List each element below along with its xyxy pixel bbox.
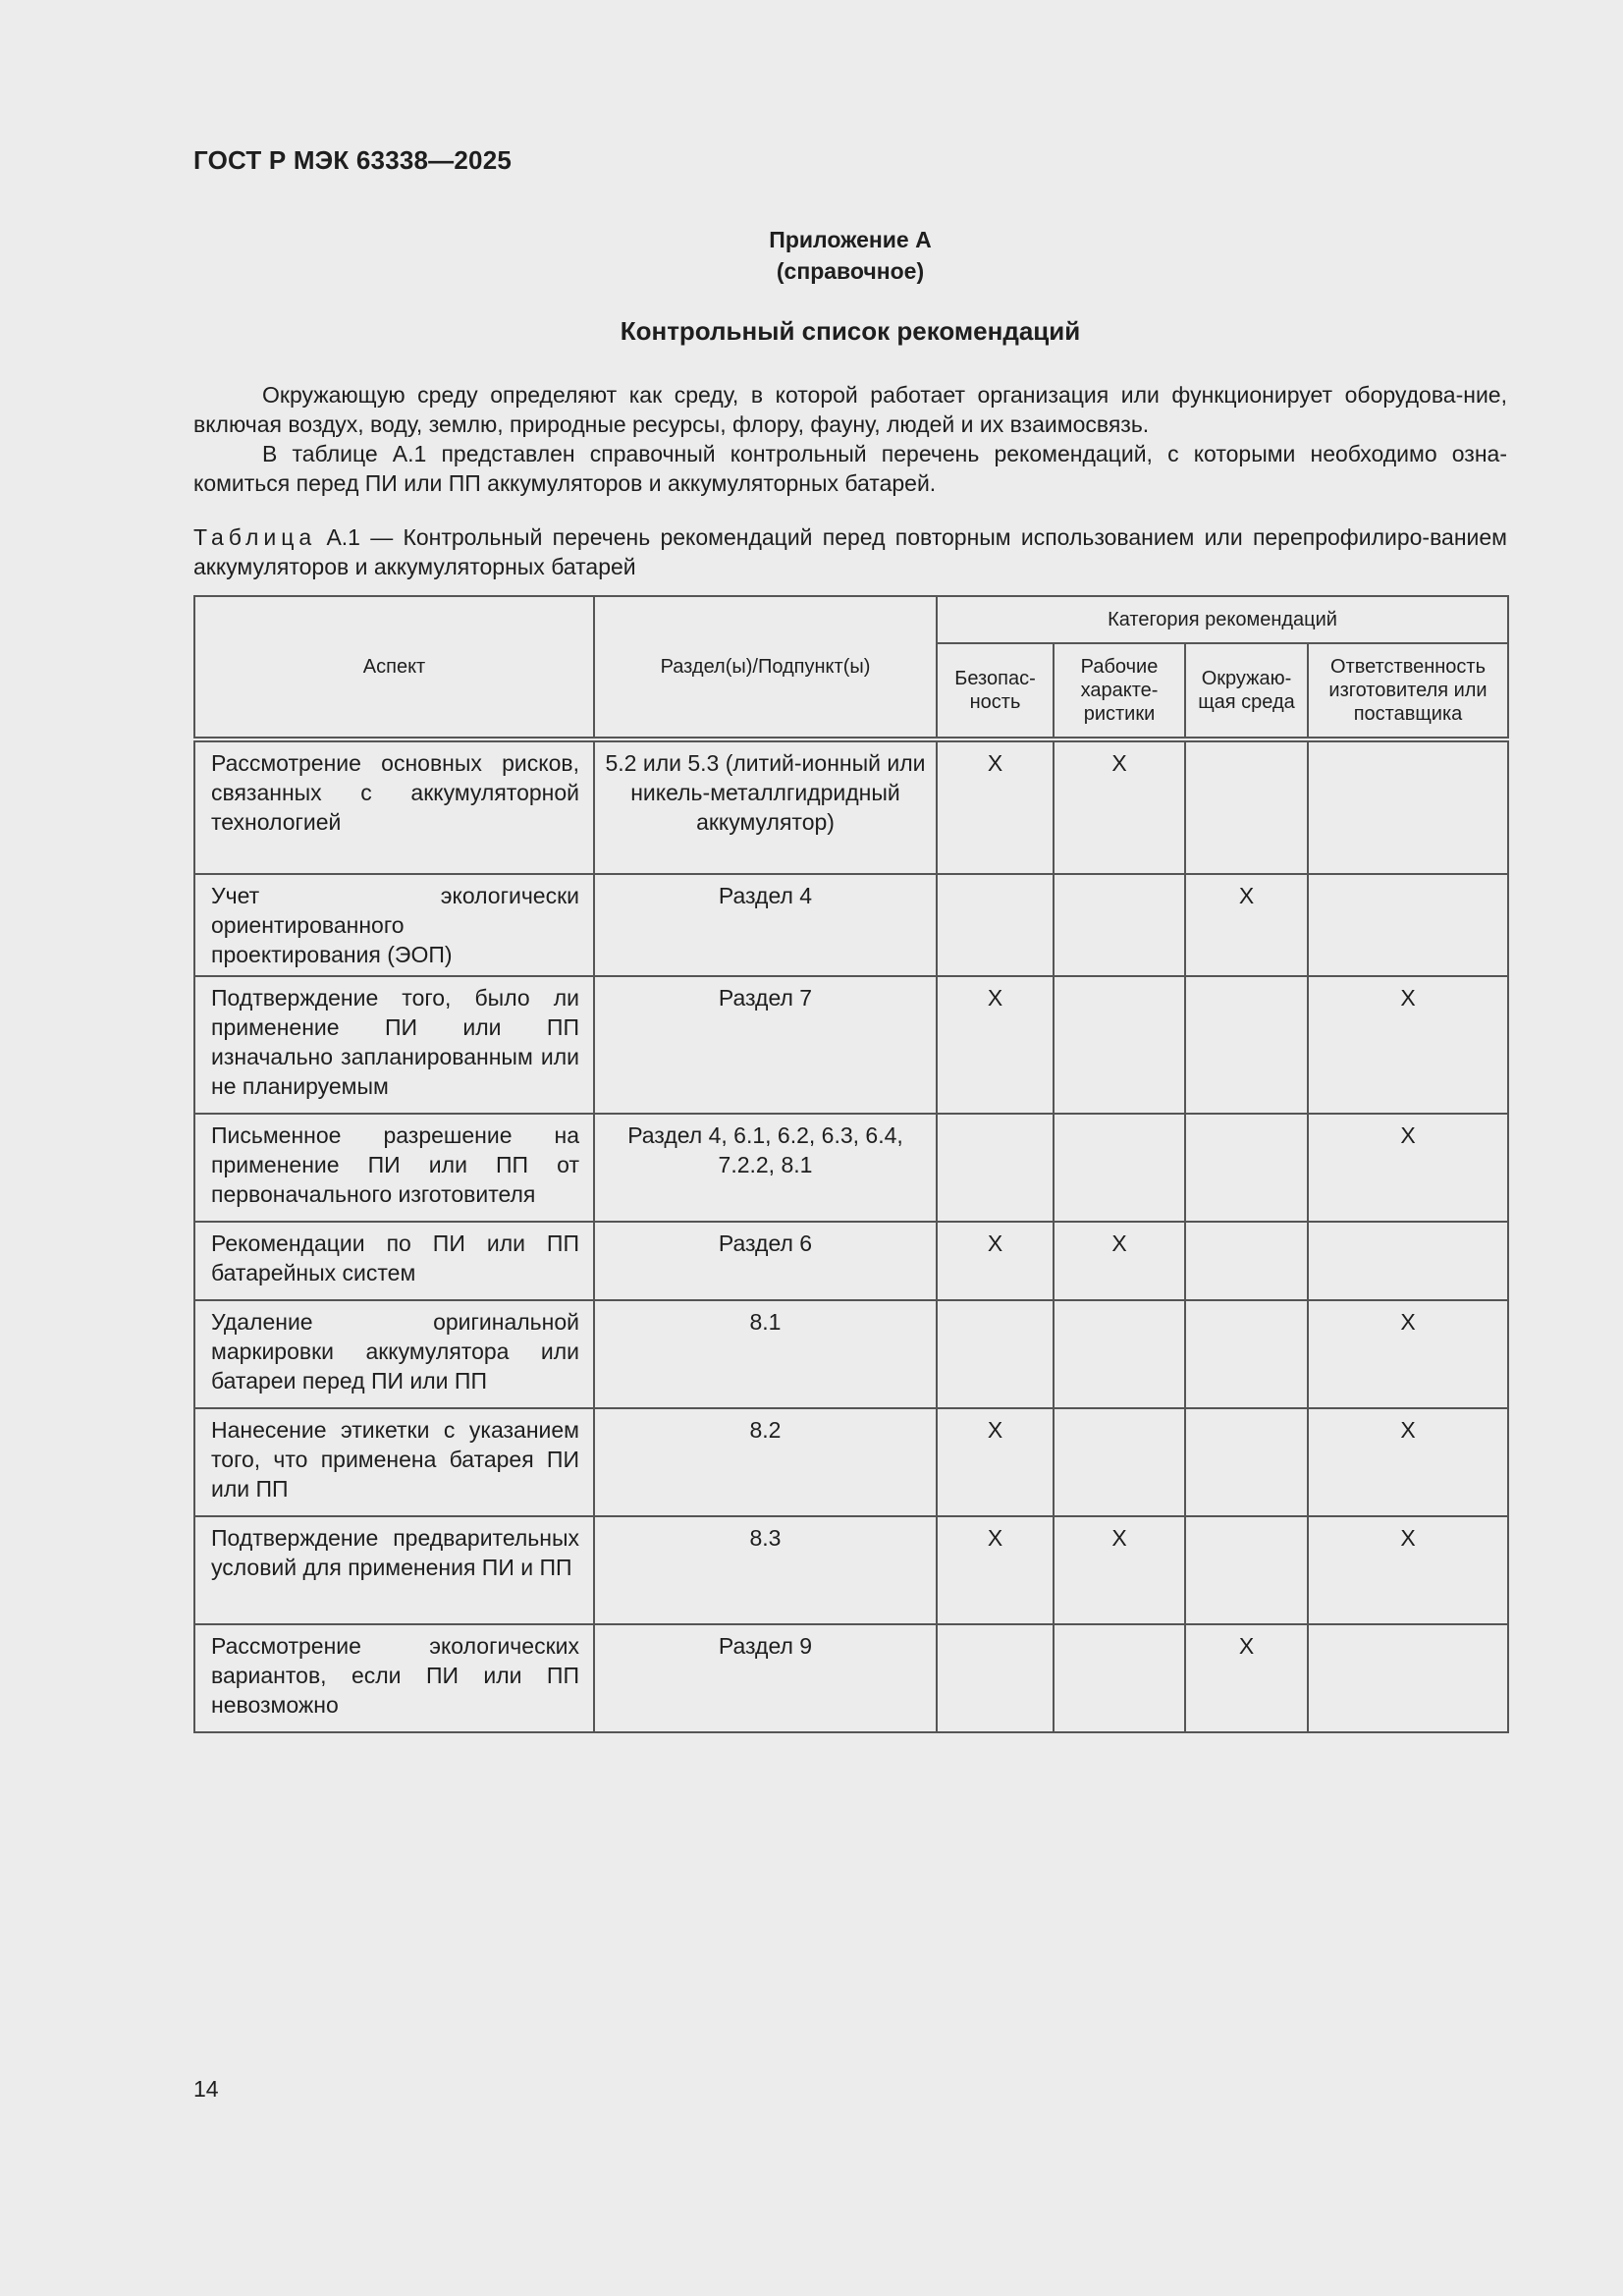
recommendations-table: [193, 595, 1509, 1733]
annex-type: (справочное): [776, 258, 925, 284]
cell-section: Раздел 6: [594, 1222, 937, 1300]
cell-safety: X: [937, 739, 1054, 874]
header-safety: Безопас-ность: [937, 643, 1054, 739]
cell-responsibility: X: [1308, 976, 1508, 1114]
table-row: [194, 976, 1508, 1114]
header-category: Категория рекомендаций: [937, 596, 1508, 643]
cell-responsibility: [1308, 1222, 1508, 1300]
cell-environment: [1185, 1222, 1308, 1300]
cell-responsibility: X: [1308, 1408, 1508, 1516]
document-code: ГОСТ Р МЭК 63338—2025: [193, 145, 513, 175]
cell-performance: [1054, 1114, 1185, 1222]
cell-responsibility: [1308, 874, 1508, 976]
table-row: [194, 1222, 1508, 1300]
cell-safety: X: [937, 976, 1054, 1114]
cell-section: Раздел 4, 6.1, 6.2, 6.3, 6.4, 7.2.2, 8.1: [594, 1114, 937, 1222]
cell-safety: [937, 1624, 1054, 1732]
table-row: [194, 1114, 1508, 1222]
cell-aspect: Удаление оригинальной маркировки аккумулятора или батареи перед ПИ или ПП: [194, 1300, 594, 1408]
table-row: [194, 1516, 1508, 1624]
cell-aspect: Рассмотрение основных рисков, связанных с аккумуляторной технологией: [194, 739, 594, 874]
header-aspect: Аспект: [194, 596, 594, 739]
cell-section: 8.2: [594, 1408, 937, 1516]
cell-responsibility: X: [1308, 1114, 1508, 1222]
cell-environment: [1185, 1408, 1308, 1516]
header-environment: Окружаю-щая среда: [1185, 643, 1308, 739]
table-row: [194, 874, 1508, 976]
cell-aspect: Учет экологически ориентированного проектирования (ЭОП): [194, 874, 594, 976]
cell-environment: X: [1185, 1624, 1308, 1732]
annex-title: Приложение А: [769, 227, 932, 252]
cell-aspect: Письменное разрешение на применение ПИ или ПП от первоначального изготовителя: [194, 1114, 594, 1222]
cell-performance: X: [1054, 1516, 1185, 1624]
annex-block: [193, 224, 1507, 287]
cell-performance: X: [1054, 1222, 1185, 1300]
cell-performance: [1054, 1408, 1185, 1516]
cell-performance: [1054, 1624, 1185, 1732]
page-number: 14: [193, 2076, 219, 2102]
table-caption: [193, 522, 1507, 581]
header-section: Раздел(ы)/Подпункт(ы): [594, 596, 937, 739]
header-performance: Рабочие характе-ристики: [1054, 643, 1185, 739]
cell-section: Раздел 9: [594, 1624, 937, 1732]
cell-aspect: Подтверждение предварительных условий для применения ПИ и ПП: [194, 1516, 594, 1624]
cell-performance: X: [1054, 739, 1185, 874]
cell-responsibility: [1308, 739, 1508, 874]
cell-safety: [937, 1114, 1054, 1222]
cell-safety: [937, 1300, 1054, 1408]
table-row: [194, 739, 1508, 874]
cell-section: Раздел 7: [594, 976, 937, 1114]
cell-aspect: Нанесение этикетки с указанием того, что применена батарея ПИ или ПП: [194, 1408, 594, 1516]
cell-section: 8.3: [594, 1516, 937, 1624]
cell-environment: [1185, 976, 1308, 1114]
cell-responsibility: [1308, 1624, 1508, 1732]
cell-section: Раздел 4: [594, 874, 937, 976]
table-row: [194, 1408, 1508, 1516]
cell-performance: [1054, 874, 1185, 976]
cell-section: 5.2 или 5.3 (литий-ионный или никель-металлгидридный аккумулятор): [594, 739, 937, 874]
cell-performance: [1054, 976, 1185, 1114]
header-responsibility: Ответственность изготовителя или поставщика: [1308, 643, 1508, 739]
cell-safety: [937, 874, 1054, 976]
cell-environment: [1185, 1114, 1308, 1222]
cell-aspect: Подтверждение того, было ли применение ПИ или ПП изначально запланированным или не планируемым: [194, 976, 594, 1114]
cell-responsibility: X: [1308, 1516, 1508, 1624]
cell-safety: X: [937, 1408, 1054, 1516]
cell-aspect: Рассмотрение экологических вариантов, если ПИ или ПП невозможно: [194, 1624, 594, 1732]
cell-environment: [1185, 1300, 1308, 1408]
cell-safety: X: [937, 1222, 1054, 1300]
cell-performance: [1054, 1300, 1185, 1408]
cell-environment: X: [1185, 874, 1308, 976]
table-caption-label: Таблица: [193, 524, 317, 550]
cell-safety: X: [937, 1516, 1054, 1624]
annex-heading: Контрольный список рекомендаций: [620, 316, 1081, 346]
table-row: [194, 1624, 1508, 1732]
cell-aspect: Рекомендации по ПИ или ПП батарейных систем: [194, 1222, 594, 1300]
body-text: [193, 380, 1507, 498]
table-caption-text: А.1 — Контрольный перечень рекомендаций перед повторным использованием или перепрофилиро-ванием аккумуляторов и аккумуляторных батарей: [193, 524, 1507, 579]
cell-environment: [1185, 1516, 1308, 1624]
cell-environment: [1185, 739, 1308, 874]
table-row: [194, 1300, 1508, 1408]
paragraph: Окружающую среду определяют как среду, в которой работает организация или функционирует оборудова-ние, включая воздух, воду, землю, природные ресурсы, флору, фауну, людей и их взаимосвязь.: [193, 382, 1507, 437]
cell-section: 8.1: [594, 1300, 937, 1408]
paragraph: В таблице А.1 представлен справочный контрольный перечень рекомендаций, с которыми необходимо озна-комиться перед ПИ или ПП аккумуляторов и аккумуляторных батарей.: [193, 441, 1507, 496]
cell-responsibility: X: [1308, 1300, 1508, 1408]
